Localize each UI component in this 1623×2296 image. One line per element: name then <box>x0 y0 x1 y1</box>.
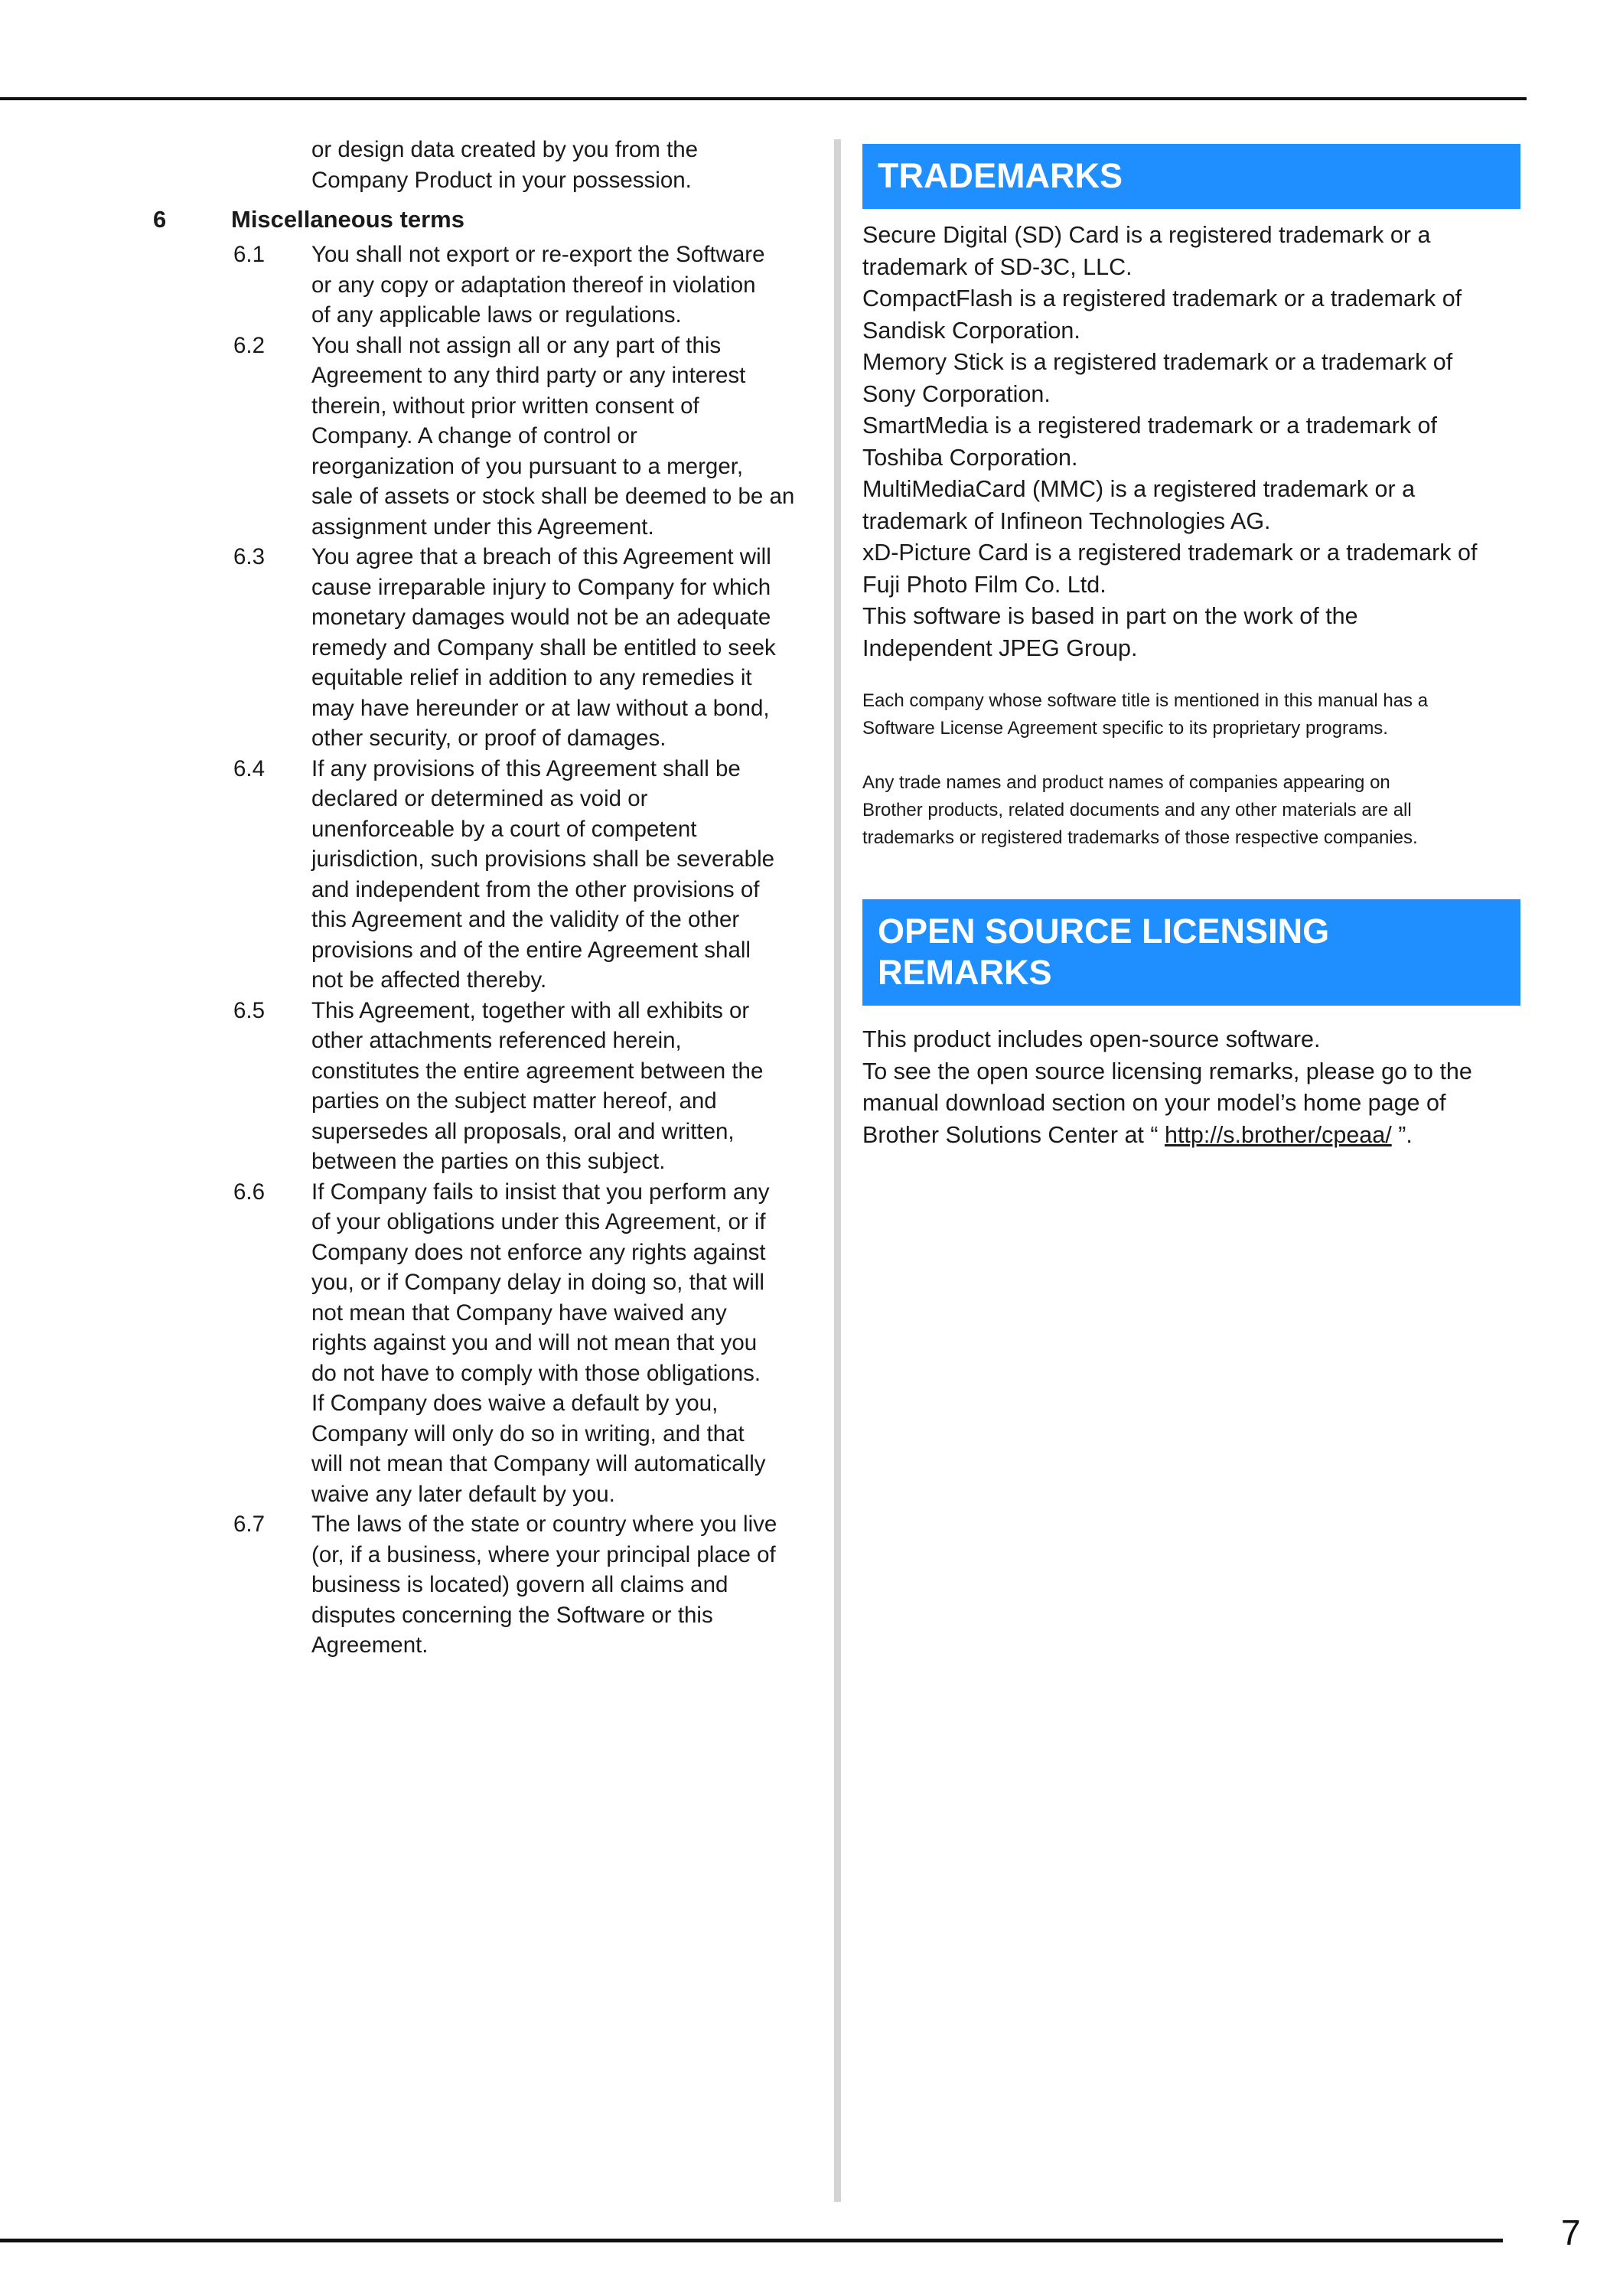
text-line: may have hereunder or at law without a bond, <box>311 695 770 721</box>
text-line: Agreement to any third party or any interest <box>311 363 746 388</box>
text-line: between the parties on this subject. <box>311 1149 666 1174</box>
text-line: Secure Digital (SD) Card is a registered trademark or a <box>862 222 1431 248</box>
term-number: 6.4 <box>233 755 266 781</box>
trademarks-heading: TRADEMARKS <box>862 144 1520 209</box>
text-line: or any copy or adaptation thereof in violation <box>311 272 756 298</box>
heading-line: REMARKS <box>878 953 1052 992</box>
text-line: of your obligations under this Agreement, or if <box>311 1209 766 1234</box>
text-line: equitable relief in addition to any remedies it <box>311 665 752 690</box>
text-line: This product includes open-source software. <box>862 1026 1321 1052</box>
text-line: This Agreement, together with all exhibits or <box>311 997 750 1023</box>
text-line: cause irreparable injury to Company for which <box>311 574 771 600</box>
text-line: monetary damages would not be an adequate <box>311 605 771 630</box>
text-line: Toshiba Corporation. <box>862 444 1078 471</box>
text-line: trademark of SD-3C, LLC. <box>862 253 1133 280</box>
text-line: Any trade names and product names of companies appearing on <box>862 772 1390 793</box>
continuation-text <box>311 135 826 195</box>
term-text <box>311 240 826 331</box>
term-number: 6.7 <box>233 1512 266 1537</box>
text-line: provisions and of the entire Agreement shall <box>311 937 751 963</box>
text-line: assignment under this Agreement. <box>311 514 654 540</box>
section-number: 6 <box>153 206 167 233</box>
text-line: You agree that a breach of this Agreement will <box>311 544 771 569</box>
term-item <box>153 754 826 996</box>
text-line: do not have to comply with those obligations. <box>311 1360 761 1386</box>
text-line: manual download section on your model’s home page of <box>862 1090 1446 1116</box>
text-line: Company. A change of control or <box>311 423 637 448</box>
text-line: Agreement. <box>311 1632 429 1658</box>
text-line: Independent JPEG Group. <box>862 634 1138 661</box>
bottom-rule <box>0 2239 1503 2242</box>
text-line: sale of assets or stock shall be deemed to be an <box>311 484 795 509</box>
text-line: supersedes all proposals, oral and written, <box>311 1118 735 1144</box>
text-line: unenforceable by a court of competent <box>311 816 697 842</box>
term-item <box>153 542 826 754</box>
text-line: waive any later default by you. <box>311 1481 615 1507</box>
term-text <box>311 754 826 996</box>
text-line: SmartMedia is a registered trademark or a trademark of <box>862 413 1437 439</box>
text-line: Software License Agreement specific to its proprietary programs. <box>862 718 1388 739</box>
text-line: CompactFlash is a registered trademark or a trademark of <box>862 285 1462 311</box>
term-text <box>311 331 826 543</box>
text-line: trademarks or registered trademarks of those respective companies. <box>862 827 1418 848</box>
term-item <box>153 1509 826 1661</box>
term-item <box>153 1177 826 1510</box>
text-line: Company Product in your possession. <box>311 167 692 193</box>
text-line: The laws of the state or country where you live <box>311 1512 777 1537</box>
text-line: Sony Corporation. <box>862 380 1051 407</box>
text-line: You shall not assign all or any part of this <box>311 332 722 358</box>
text-line: Memory Stick is a registered trademark or a trademark of <box>862 349 1453 375</box>
brother-solutions-link[interactable]: http://s.brother/cpeaa/ <box>1165 1121 1392 1148</box>
text-line: (or, if a business, where your principal place of <box>311 1541 776 1567</box>
text-line: Each company whose software title is mentioned in this manual has a <box>862 690 1429 711</box>
term-text <box>311 1509 826 1661</box>
url-prefix: Brother Solutions Center at “ <box>862 1121 1165 1148</box>
term-item <box>153 331 826 543</box>
term-number: 6.6 <box>233 1179 266 1205</box>
term-number: 6.3 <box>233 544 266 569</box>
text-line <box>862 1120 1520 1152</box>
text-line: If any provisions of this Agreement shall be <box>311 755 741 781</box>
text-line: This software is based in part on the work of the <box>862 603 1358 629</box>
text-line: you, or if Company delay in doing so, that will <box>311 1270 764 1295</box>
text-line: parties on the subject matter hereof, and <box>311 1088 717 1114</box>
text-line: not be affected thereby. <box>311 967 547 993</box>
open-source-text <box>862 1024 1520 1151</box>
text-line: If Company does waive a default by you, <box>311 1391 719 1416</box>
column-divider <box>834 139 841 2202</box>
section-heading <box>153 204 826 235</box>
terms-list <box>153 240 826 1661</box>
text-line: Company does not enforce any rights against <box>311 1239 766 1265</box>
text-line: trademark of Infineon Technologies AG. <box>862 507 1271 534</box>
text-line: xD-Picture Card is a registered trademark or a trademark of <box>862 540 1478 566</box>
trademarks-text <box>862 220 1520 664</box>
top-rule <box>0 97 1527 100</box>
text-line: Company will only do so in writing, and that <box>311 1420 745 1446</box>
text-line: and independent from the other provisions of <box>311 876 760 902</box>
term-item <box>153 240 826 331</box>
heading-line: OPEN SOURCE LICENSING <box>878 912 1330 951</box>
text-line: Brother products, related documents and any other materials are all <box>862 800 1412 820</box>
term-text <box>311 542 826 754</box>
page-number: 7 <box>1561 2213 1581 2252</box>
text-line: You shall not export or re-export the Software <box>311 242 765 267</box>
text-line: reorganization of you pursuant to a merger, <box>311 453 744 479</box>
term-number: 6.5 <box>233 997 266 1023</box>
text-line: disputes concerning the Software or this <box>311 1602 713 1628</box>
text-line: To see the open source licensing remarks, please go to the <box>862 1058 1472 1084</box>
url-suffix: ”. <box>1391 1121 1413 1148</box>
text-line: other security, or proof of damages. <box>311 726 666 751</box>
text-line: If Company fails to insist that you perform any <box>311 1179 770 1205</box>
text-line: business is located) govern all claims and <box>311 1572 728 1597</box>
text-line: jurisdiction, such provisions shall be severable <box>311 846 775 872</box>
text-line: will not mean that Company will automatically <box>311 1451 766 1476</box>
section-title: Miscellaneous terms <box>231 206 464 233</box>
term-number: 6.2 <box>233 332 266 358</box>
term-item <box>153 996 826 1177</box>
text-line: therein, without prior written consent of <box>311 393 699 419</box>
term-number: 6.1 <box>233 242 266 267</box>
software-license-note <box>862 687 1520 742</box>
text-line: MultiMediaCard (MMC) is a registered trademark or a <box>862 476 1416 502</box>
left-column <box>153 135 826 1661</box>
text-line: remedy and Company shall be entitled to seek <box>311 634 776 660</box>
term-text <box>311 1177 826 1510</box>
text-line: other attachments referenced herein, <box>311 1028 682 1053</box>
text-line: rights against you and will not mean that you <box>311 1330 758 1355</box>
text-line: declared or determined as void or <box>311 786 648 811</box>
text-line: constitutes the entire agreement between the <box>311 1058 764 1084</box>
text-line: not mean that Company have waived any <box>311 1300 727 1326</box>
open-source-heading <box>862 899 1520 1006</box>
term-text <box>311 996 826 1177</box>
text-line: this Agreement and the validity of the other <box>311 907 740 932</box>
trade-names-note <box>862 769 1520 852</box>
right-column <box>862 144 1520 1151</box>
text-line: Fuji Photo Film Co. Ltd. <box>862 571 1106 598</box>
text-line: of any applicable laws or regulations. <box>311 302 682 328</box>
text-line: Sandisk Corporation. <box>862 317 1080 344</box>
text-line: or design data created by you from the <box>311 137 699 162</box>
